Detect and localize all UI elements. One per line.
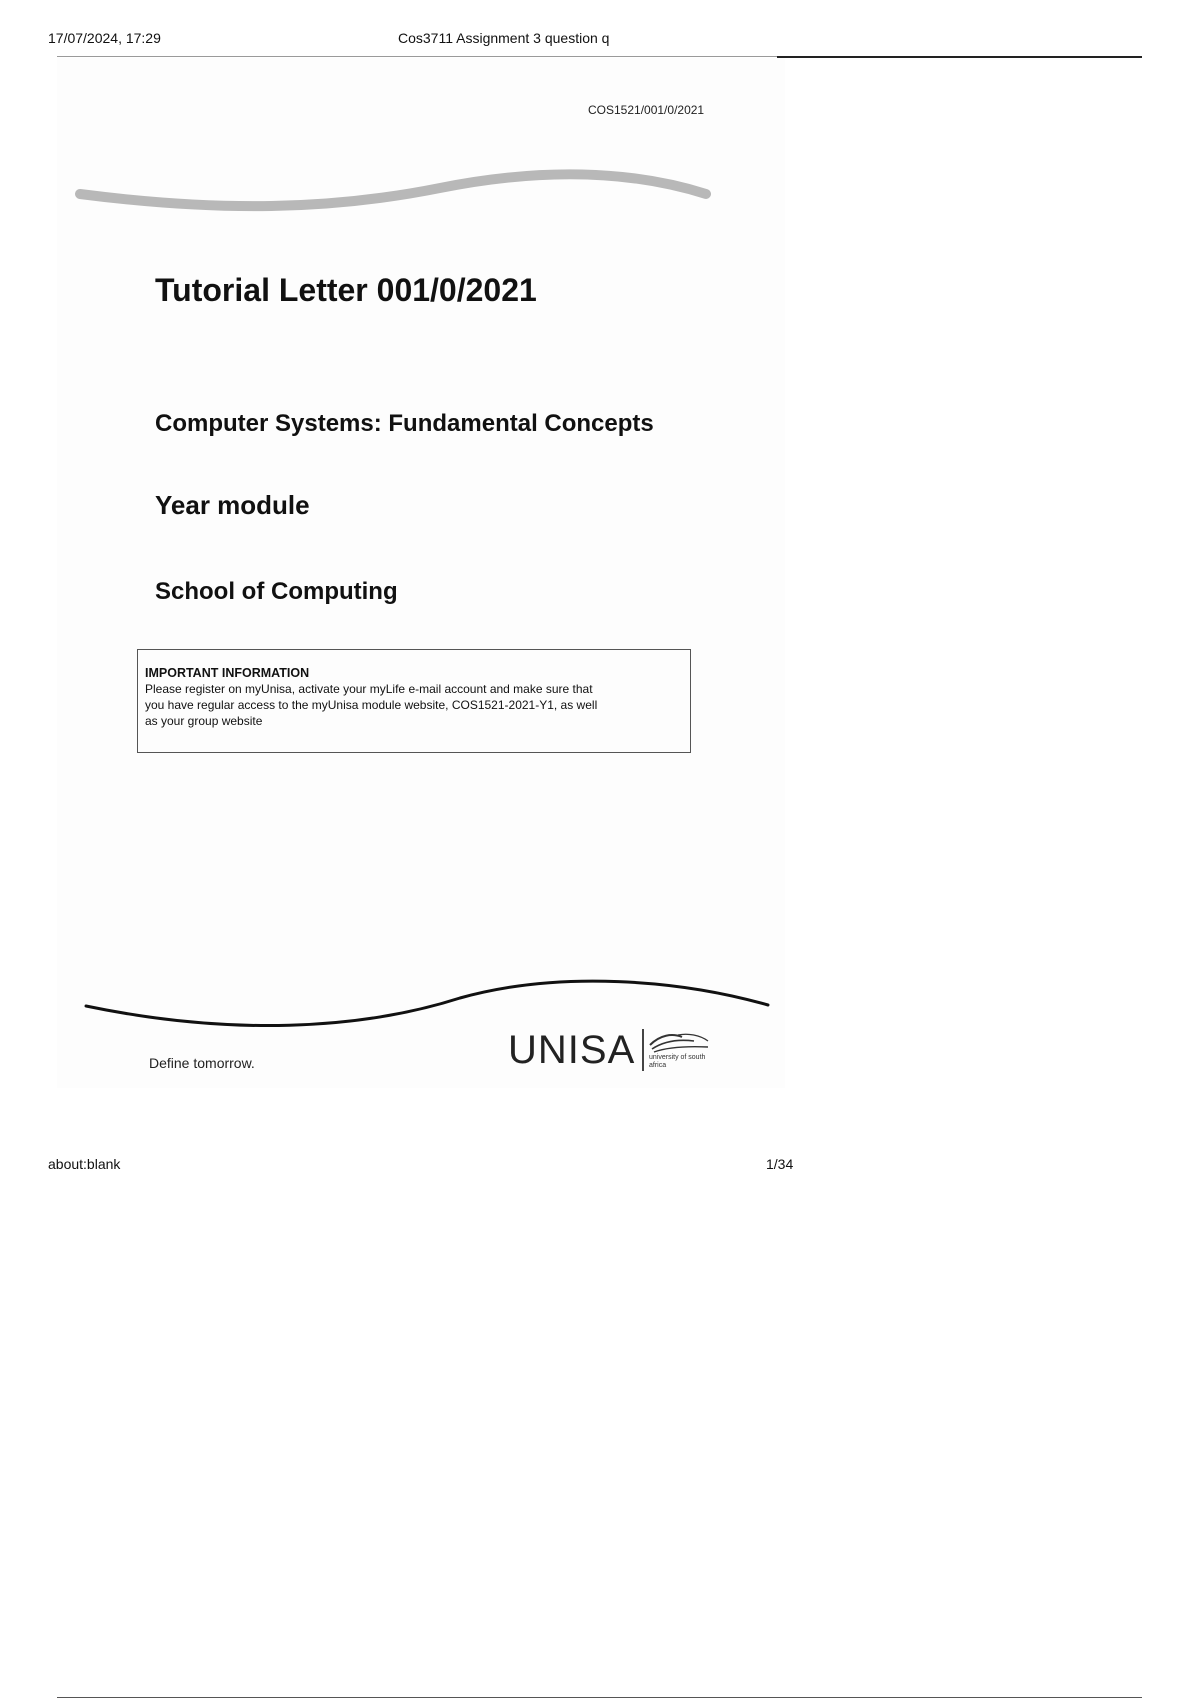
tutorial-letter-title: Tutorial Letter 001/0/2021 bbox=[155, 272, 537, 308]
print-timestamp: 17/07/2024, 17:29 bbox=[48, 30, 161, 46]
logo-divider bbox=[642, 1029, 644, 1071]
important-information-box bbox=[137, 649, 691, 753]
school-name: School of Computing bbox=[155, 578, 398, 605]
print-document-title: Cos3711 Assignment 3 question q bbox=[398, 30, 610, 46]
print-url: about:blank bbox=[48, 1156, 121, 1172]
header-rule-left bbox=[57, 56, 777, 57]
module-name: Computer Systems: Fundamental Concepts bbox=[155, 410, 654, 437]
footer-rule bbox=[57, 1697, 1142, 1698]
logo-subtext: university of south africa bbox=[649, 1054, 706, 1069]
unisa-logo bbox=[508, 1025, 718, 1075]
module-period: Year module bbox=[155, 490, 310, 520]
page-number: 1/34 bbox=[766, 1156, 794, 1172]
scanned-cover-page bbox=[57, 58, 785, 1088]
tagline: Define tomorrow. bbox=[149, 1055, 255, 1071]
logo-emblem-icon bbox=[648, 1031, 712, 1055]
print-header bbox=[48, 30, 1148, 50]
important-information-heading: IMPORTANT INFORMATION bbox=[145, 666, 310, 680]
module-code: COS1521/001/0/2021 bbox=[588, 103, 705, 117]
header-rule-right bbox=[777, 56, 1142, 58]
logo-wordmark: UNISA bbox=[508, 1028, 636, 1072]
important-information-text: Please register on myUnisa, activate your myLife e-mail account and make sure that you have regular access to the myUnisa module website, COS1521-2021-Y1, as well as your group website bbox=[145, 682, 598, 728]
